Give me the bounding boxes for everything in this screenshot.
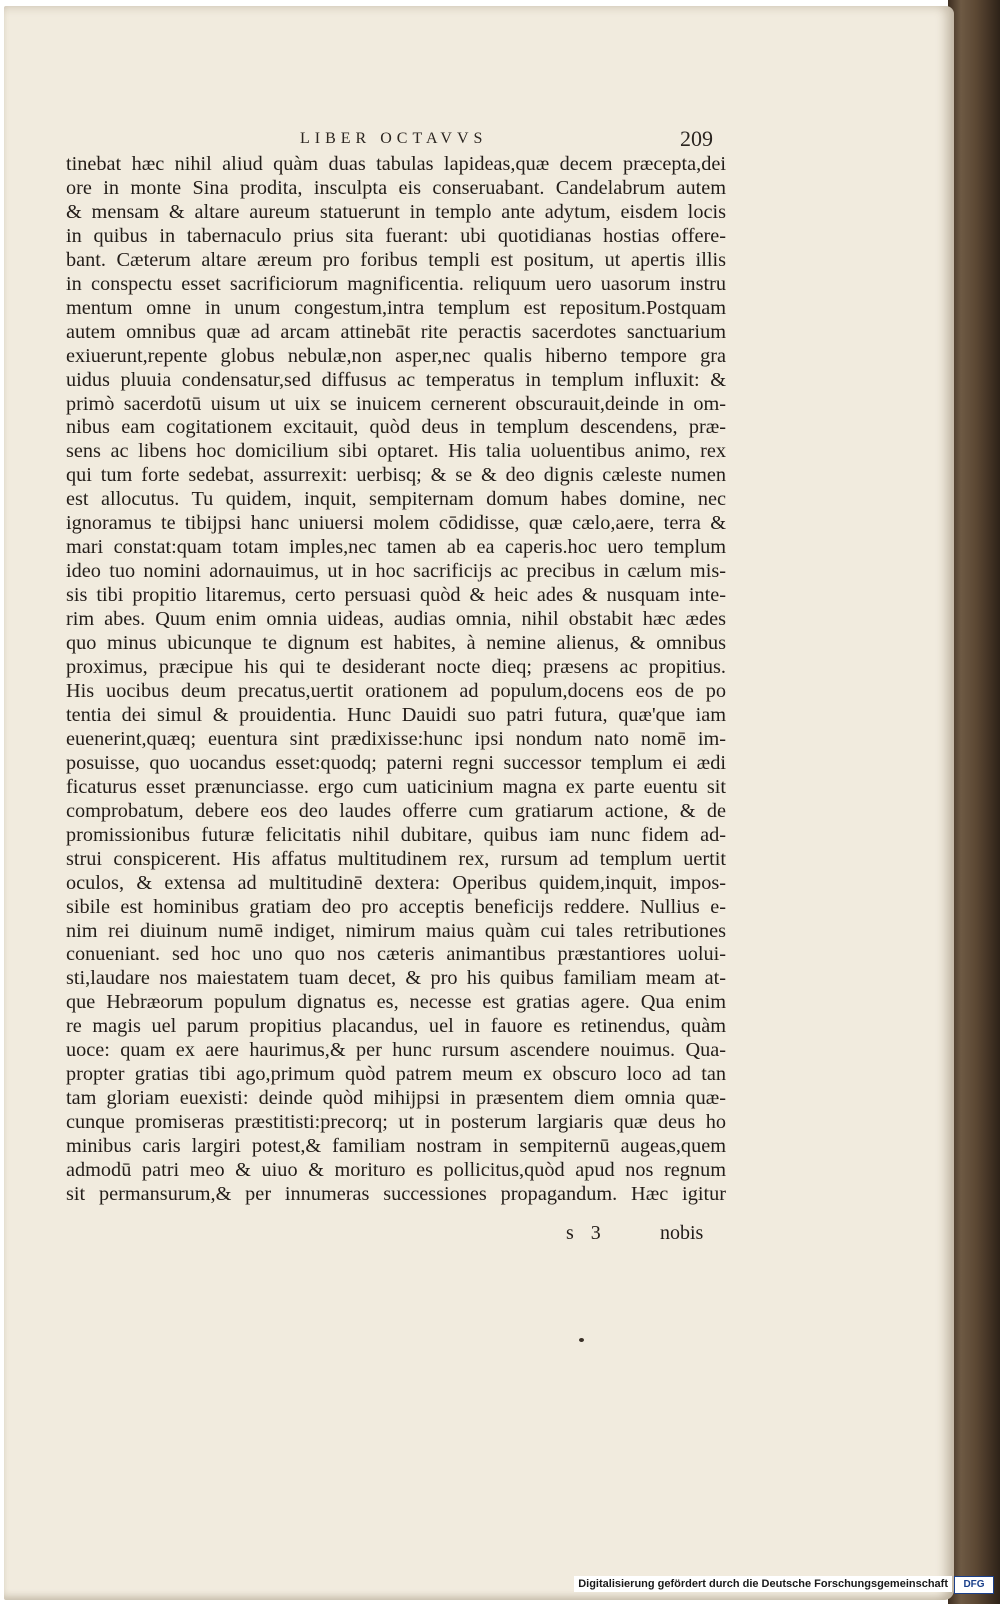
text-line: sens ac libens hoc domicilium sibi optaret. His talia uoluentibus animo, rex [66,440,726,463]
text-line: uidus pluuia condensatur,sed diffusus ac temperatus in templum influxit: & [66,368,726,391]
text-line: in quibus in tabernaculo prius sita fuerant: ubi quotidianas hostias offere- [66,224,726,247]
text-line: comprobatum, debere eos deo laudes offerre cum gratiarum actione, & de [66,799,726,822]
text-line: ore in monte Sina prodita, insculpta eis conseruabant. Candelabrum autem [66,176,726,199]
text-line: ignoramus te tibijpsi hanc uniuersi molem cōdidisse, quæ cælo,aere, terra & [66,512,726,535]
text-line: qui tum forte sedebat, assurrexit: uerbisq; & se & deo dignis cæleste numen [66,464,726,487]
text-line: bant. Cæterum altare æreum pro foribus templi est positum, ut apertis illis [66,248,726,271]
text-block [66,153,726,1207]
text-line: tentia dei simul & prouidentia. Hunc Dauidi suo patri futura, quæ'que iam [66,703,726,726]
text-line: tam gloriam euexisti: deinde quòd mihijpsi in præsentem diem omnia quæ- [66,1087,726,1110]
text-line: est allocutus. Tu quidem, inquit, sempiternam domum habes domine, nec [66,488,726,511]
text-line: promissionibus futuræ felicitatis nihil dubitare, quibus iam nunc fidem ad- [66,823,726,846]
text-line: re magis uel parum propitius placandus, uel in fauore es retinendus, quàm [66,1015,726,1038]
text-line: posuisse, quo uocandus esset:quodq; paterni regni successor templum ei ædi [66,751,726,774]
text-line: strui conspicerent. His affatus multitudinem rex, rursum ad templum uertit [66,847,726,870]
text-line: uoce: quam ex aere haurimus,& per hunc rursum ascendere nouimus. Qua- [66,1039,726,1062]
text-line: tinebat hæc nihil aliud quàm duas tabulas lapideas,quæ decem præcepta,dei [66,153,726,175]
text-line: exiuerunt,repente globus nebulæ,non asper,nec qualis hiberno tempore gra [66,344,726,367]
ink-speck [579,1338,584,1342]
text-line: quo minus ubicunque te dignum est habites, à nemine alienus, & omnibus [66,632,726,655]
book-edge [948,0,1000,1604]
text-line: nibus eam cogitationem excitauit, quòd deus in templum descendens, præ- [66,416,726,439]
text-line: mentum omne in unum congestum,intra templum est repositum.Postquam [66,296,726,319]
text-line: sis tibi propitio litaremus, certo persuasi quòd & heic ades & nusquam inte- [66,584,726,607]
text-line: admodū patri meo & uiuo & moriturο es pollicitus,quòd apud nos regnum [66,1159,726,1182]
text-line: nim rei diuinum numē indiget, nimirum maius quàm cui tales retributiones [66,919,726,942]
dfg-logo: DFG [954,1576,994,1594]
text-line: rim abes. Quum enim omnia uideas, audias omnia, nihil obstabit hæc ædes [66,608,726,631]
text-line: in conspectu esset sacrificiorum magnificentia. reliquum uero uasorum instru [66,272,726,295]
text-line: oculos, & extensa ad multitudinē dextera: Operibus quidem,inquit, impos- [66,871,726,894]
text-line: ficaturus esset prænunciasse. ergo cum uaticinium magna ex parte euentu sit [66,775,726,798]
text-line: primò sacerdotū uisum ut uix se inuicem cernerent obscurauit,deinde in om- [66,392,726,415]
text-line: His uocibus deum precatus,uertit orationem ad populum,docens eos de po [66,679,726,702]
catchword: nobis [660,1222,704,1244]
text-line: propter gratias tibi ago,primum quòd patrem meum ex obscuro loco ad tan [66,1063,726,1086]
book-page [4,6,954,1600]
text-line: ideo tuo nomini adornauimus, ut in hoc sacrificijs ac precibus in cælum mis- [66,560,726,583]
text-line: mari constat:quam totam imples,nec tamen ab ea caperis.hoc uero templum [66,536,726,559]
text-line: & mensam & altare aureum statuerunt in templo ante adytum, eisdem locis [66,200,726,223]
footer-bar [0,1604,1000,1624]
digitization-credit: Digitalisierung gefördert durch die Deutsche Forschungsgemeinschaft [574,1576,952,1592]
page-number: 209 [680,126,713,151]
text-line: sit permansurum,& per innumeras successiones propagandum. Hæc igitur [66,1182,726,1205]
text-line: proximus, præcipue his qui te desiderant nocte dieq; præsens ac propitius. [66,656,726,679]
text-line: euenerint,quæq; euentura sint prædixisse:hunc ipsi nondum nato nomē im- [66,727,726,750]
running-head: LIBER OCTAVVS [300,130,488,147]
signature-mark: s 3 [566,1222,607,1244]
text-line: minibus caris largiri potest,& familiam nostram in sempiternū augeas,quem [66,1135,726,1158]
text-line: que Hebræorum populum dignatus es, necesse est gratias agere. Qua enim [66,991,726,1014]
text-line: conueniant. sed hoc uno quo nos cæteris animantibus præstantiores uolui- [66,943,726,966]
text-line: sti,laudare nos maiestatem tuam decet, & pro his quibus familiam meam at- [66,967,726,990]
text-line: sibile est hominibus gratiam deo pro acceptis beneficijs reddere. Nullius e- [66,895,726,918]
text-line: cunque promiseras præstitisti:precorq; ut in posterum largiaris quæ deus ho [66,1111,726,1134]
text-line: autem omnibus quæ ad arcam attinebāt rite peractis sacerdotes sanctuarium [66,320,726,343]
